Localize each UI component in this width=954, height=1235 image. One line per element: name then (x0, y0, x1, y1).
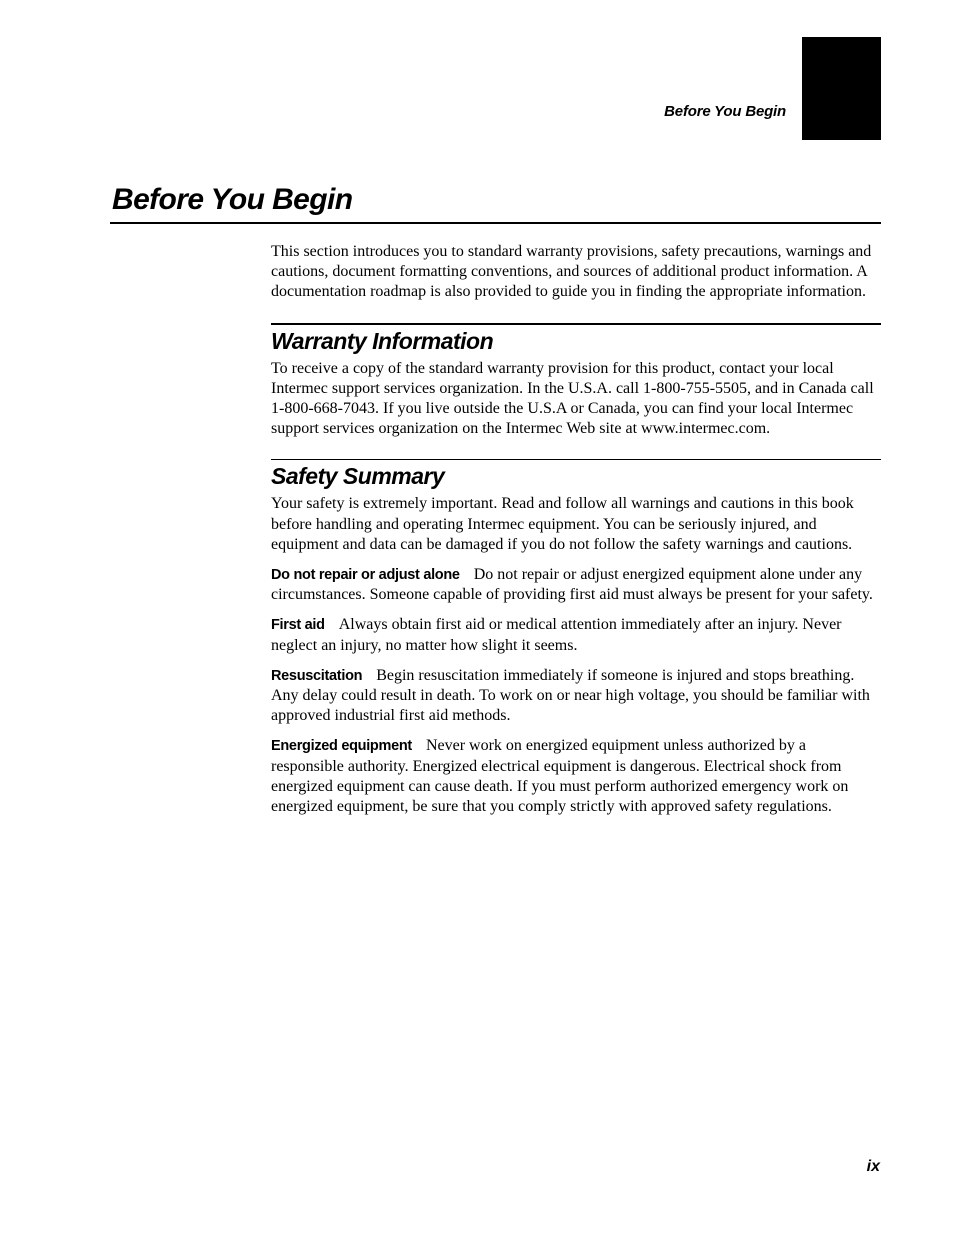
chapter-title: Before You Begin (112, 183, 353, 216)
safety-item-text: Never work on energized equipment unless authorized by a responsible authority. Energized electrical equipment is dangerous. Electrical shock from energized equipment can cause death. If you must perform authorized emergency work on energized equipment, be sure that you comply strictly with approved safety regulations. (271, 737, 849, 816)
main-content (271, 242, 881, 827)
safety-item-label: Energized equipment (271, 738, 412, 755)
chapter-tab-block (802, 37, 881, 140)
safety-item-text: Begin resuscitation immediately if someone is injured and stops breathing. Any delay could result in death. To work on or near high voltage, you should be familiar with approved industrial first aid methods. (271, 666, 870, 725)
intro-paragraph: This section introduces you to standard warranty provisions, safety precautions, warnings and cautions, document formatting conventions, and sources of additional product information. A documentation roadmap is also provided to guide you in finding the appropriate information. (271, 243, 872, 301)
warranty-section (271, 323, 881, 440)
safety-paragraph: Your safety is extremely important. Read and follow all warnings and cautions in this book before handling and operating Intermec equipment. You can be seriously injured, and equipment and data can be damaged if you do not follow the safety warnings and cautions. (271, 495, 854, 553)
safety-section (271, 459, 881, 817)
safety-item-text: Always obtain first aid or medical attention immediately after an injury. Never neglect an injury, no matter how slight it seems. (271, 616, 842, 654)
warranty-heading: Warranty Information (271, 323, 881, 355)
safety-item-energized-equipment (271, 736, 881, 817)
safety-item-label: Resuscitation (271, 667, 363, 684)
safety-item-text: Do not repair or adjust energized equipment alone under any circumstances. Someone capable of providing first aid must always be present for your safety. (271, 566, 873, 604)
chapter-title-rule (110, 222, 881, 224)
running-header: Before You Begin (664, 103, 786, 120)
warranty-paragraph: To receive a copy of the standard warranty provision for this product, contact your local Intermec support services organization. In the U.S.A. call 1-800-755-5505, and in Canada call 1-800-668-7043. If you live outside the U.S.A or Canada, you can find your local Intermec support services organization on the Intermec Web site at www.intermec.com. (271, 359, 874, 438)
safety-heading: Safety Summary (271, 459, 881, 490)
page-number: ix (866, 1158, 880, 1175)
safety-item-label: First aid (271, 617, 325, 634)
safety-item-repair-alone (271, 565, 881, 605)
safety-item-first-aid (271, 615, 881, 655)
safety-item-resuscitation (271, 666, 881, 727)
safety-item-label: Do not repair or adjust alone (271, 567, 460, 584)
